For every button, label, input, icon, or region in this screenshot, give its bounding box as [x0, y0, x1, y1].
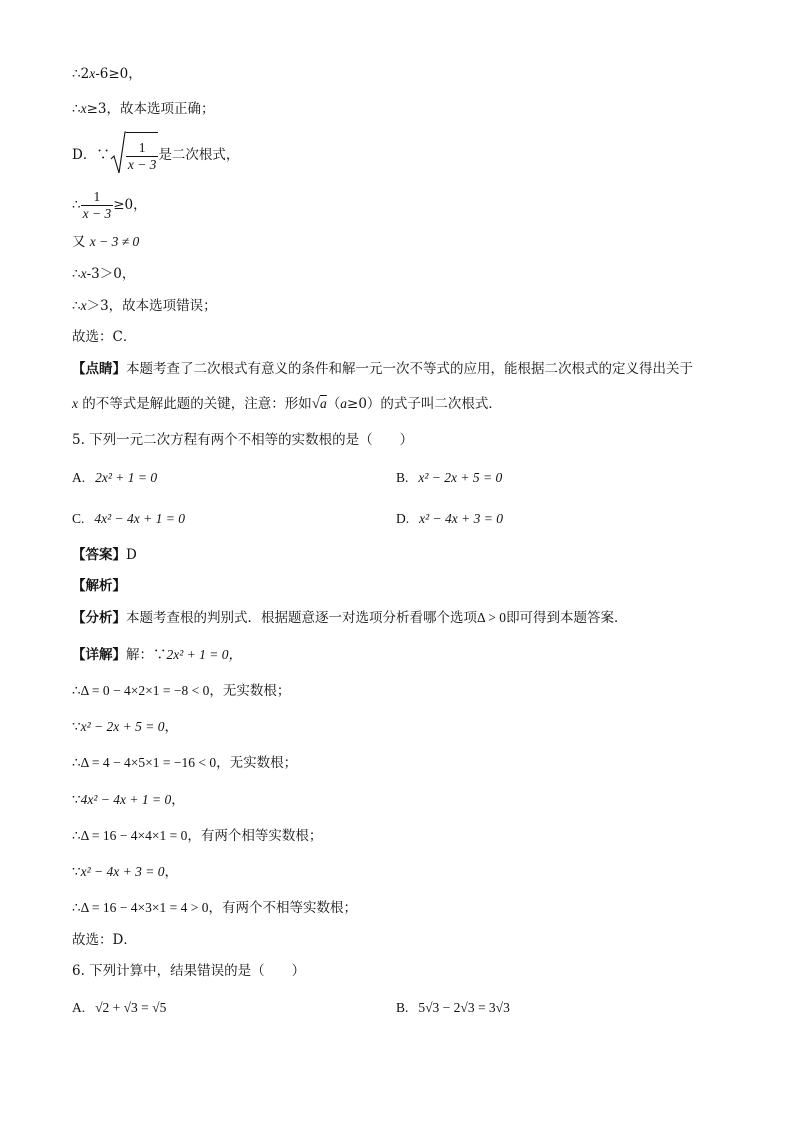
text: 是二次根式，: [158, 147, 240, 163]
sqrt-expression: √a: [311, 396, 327, 412]
answer-line: [72, 545, 137, 565]
text: ≥3，故本选项正确；: [86, 101, 215, 117]
question-5-stem: [72, 430, 413, 450]
option-a: [72, 998, 166, 1018]
section-tag: 【答案】: [72, 547, 126, 563]
text: ，有两个相等实数根；: [187, 828, 323, 844]
question-6-stem: [72, 961, 305, 981]
solution-line-8: [72, 327, 136, 347]
math-expression: Δ = 16 − 4×4×1 = 0: [80, 828, 188, 843]
step-line-3: [72, 753, 297, 773]
text: ＞3，故本选项错误；: [86, 298, 217, 314]
text: 故选：C．: [72, 329, 137, 345]
math-var: x: [80, 298, 87, 313]
section-tag: 【详解】: [72, 647, 126, 663]
solution-line-6: [72, 264, 135, 284]
text: ，有两个不相等实数根；: [208, 900, 357, 916]
math-expression: x² − 4x + 3 = 0: [419, 511, 503, 526]
text: 5. 下列一元二次方程有两个不相等的实数根的是（ ）: [72, 432, 414, 448]
note-line-2: [72, 394, 502, 414]
text: ∴: [72, 298, 81, 314]
text: -6≥0，: [95, 66, 142, 82]
text: ∵: [72, 864, 81, 880]
option-label: A.: [72, 1000, 86, 1015]
text: ，: [164, 864, 178, 880]
math-expression: 2x² + 1 = 0，: [166, 647, 243, 662]
math-var: x: [72, 396, 78, 411]
math-expression: Δ = 4 − 4×5×1 = −16 < 0: [80, 755, 217, 770]
fraction-numerator: 1: [93, 188, 101, 204]
math-expression: Δ = 16 − 4×3×1 = 4 > 0: [80, 900, 209, 915]
math-expression: Δ > 0: [477, 610, 507, 625]
text: 本题考查根的判别式．根据题意逐一对选项分析看哪个选项: [126, 610, 477, 626]
math-expression: x² − 2x + 5 = 0: [80, 719, 165, 734]
text: ∴: [72, 266, 81, 282]
text: 6. 下列计算中，结果错误的是（ ）: [72, 963, 306, 979]
fraction-denominator: x − 3: [82, 205, 112, 221]
radicand: a: [320, 396, 327, 411]
solution-line-3: [72, 131, 239, 179]
option-b: [396, 998, 510, 1018]
step-line-5: [72, 826, 322, 846]
option-d: [396, 509, 503, 529]
option-label: B.: [396, 470, 409, 485]
text: ∵: [72, 792, 81, 808]
solution-line-7: [72, 296, 217, 316]
option-label: B.: [396, 1000, 409, 1015]
radical-sign: [110, 131, 126, 175]
math-var: x: [80, 101, 87, 116]
text: ∴: [72, 755, 81, 771]
text: ，: [164, 719, 178, 735]
text: 的不等式是解此题的关键，注意：形如: [78, 396, 312, 412]
section-tag: 【点睛】: [72, 361, 126, 377]
math-expression: √2 + √3 = √5: [95, 1000, 167, 1015]
step-line-4: [72, 790, 185, 810]
text: ，无实数根；: [209, 683, 291, 699]
text: -3＞0，: [86, 266, 136, 282]
detail-line: [72, 645, 242, 665]
solution-line-4: [72, 186, 147, 224]
option-c: [72, 509, 185, 529]
note-line-1: [72, 359, 693, 379]
text: ，无实数根；: [216, 755, 298, 771]
option-label: D.: [396, 511, 410, 526]
section-tag: 【解析】: [72, 578, 126, 594]
step-line-2: [72, 717, 178, 737]
solution-line-1: [72, 64, 142, 84]
text: ∴: [72, 683, 81, 699]
math-expression: 5√3 − 2√3 = 3√3: [418, 1000, 510, 1015]
option-label: C.: [72, 511, 85, 526]
option-label: A.: [72, 470, 86, 485]
option-a: [72, 468, 157, 488]
text: ∴2: [72, 66, 90, 82]
step-line-6: [72, 862, 178, 882]
option-label: D．∵: [72, 147, 110, 163]
math-var: x: [80, 266, 87, 281]
math-expression: x − 3 ≠ 0: [89, 234, 140, 249]
math-expression: x² − 4x + 3 = 0: [80, 864, 165, 879]
text: 又: [72, 234, 86, 250]
text: 本题考查了二次根式有意义的条件和解一元一次不等式的应用，能根据二次根式的定义得出关于: [126, 361, 693, 377]
sqrt-expression: [110, 131, 159, 179]
option-b: [396, 468, 502, 488]
text: ∴: [72, 900, 81, 916]
step-line-8: [72, 930, 137, 950]
solution-line-5: [72, 232, 139, 252]
math-expression: 2x² + 1 = 0: [95, 470, 158, 485]
text: ≥0，: [113, 197, 147, 213]
math-var: a: [340, 396, 348, 411]
math-expression: Δ = 0 − 4×2×1 = −8 < 0: [80, 683, 210, 698]
math-var: x: [89, 66, 96, 81]
analysis-header: [72, 576, 126, 596]
text: ∴: [72, 101, 81, 117]
math-expression: 4x² − 4x + 1 = 0: [80, 792, 172, 807]
text: （: [326, 396, 341, 412]
fraction-numerator: 1: [138, 140, 146, 155]
text: ∵: [72, 719, 81, 735]
fraction: [126, 140, 159, 173]
step-line-1: [72, 681, 290, 701]
math-expression: x² − 2x + 5 = 0: [418, 470, 503, 485]
solution-line-2: [72, 99, 215, 119]
text: ，: [171, 792, 185, 808]
math-expression: 4x² − 4x + 1 = 0: [94, 511, 186, 526]
analysis-line: [72, 608, 628, 628]
text: 即可得到本题答案．: [506, 610, 628, 626]
text: 故选：D．: [72, 932, 137, 948]
section-tag: 【分析】: [72, 610, 126, 626]
text: ∴: [72, 197, 81, 213]
text: ≥0）的式子叫二次根式．: [347, 396, 502, 412]
fraction: [81, 189, 114, 222]
text: 解：∵: [126, 647, 167, 663]
fraction-denominator: x − 3: [127, 157, 157, 172]
text: ∴: [72, 828, 81, 844]
answer-value: D: [126, 547, 137, 563]
step-line-7: [72, 898, 357, 918]
